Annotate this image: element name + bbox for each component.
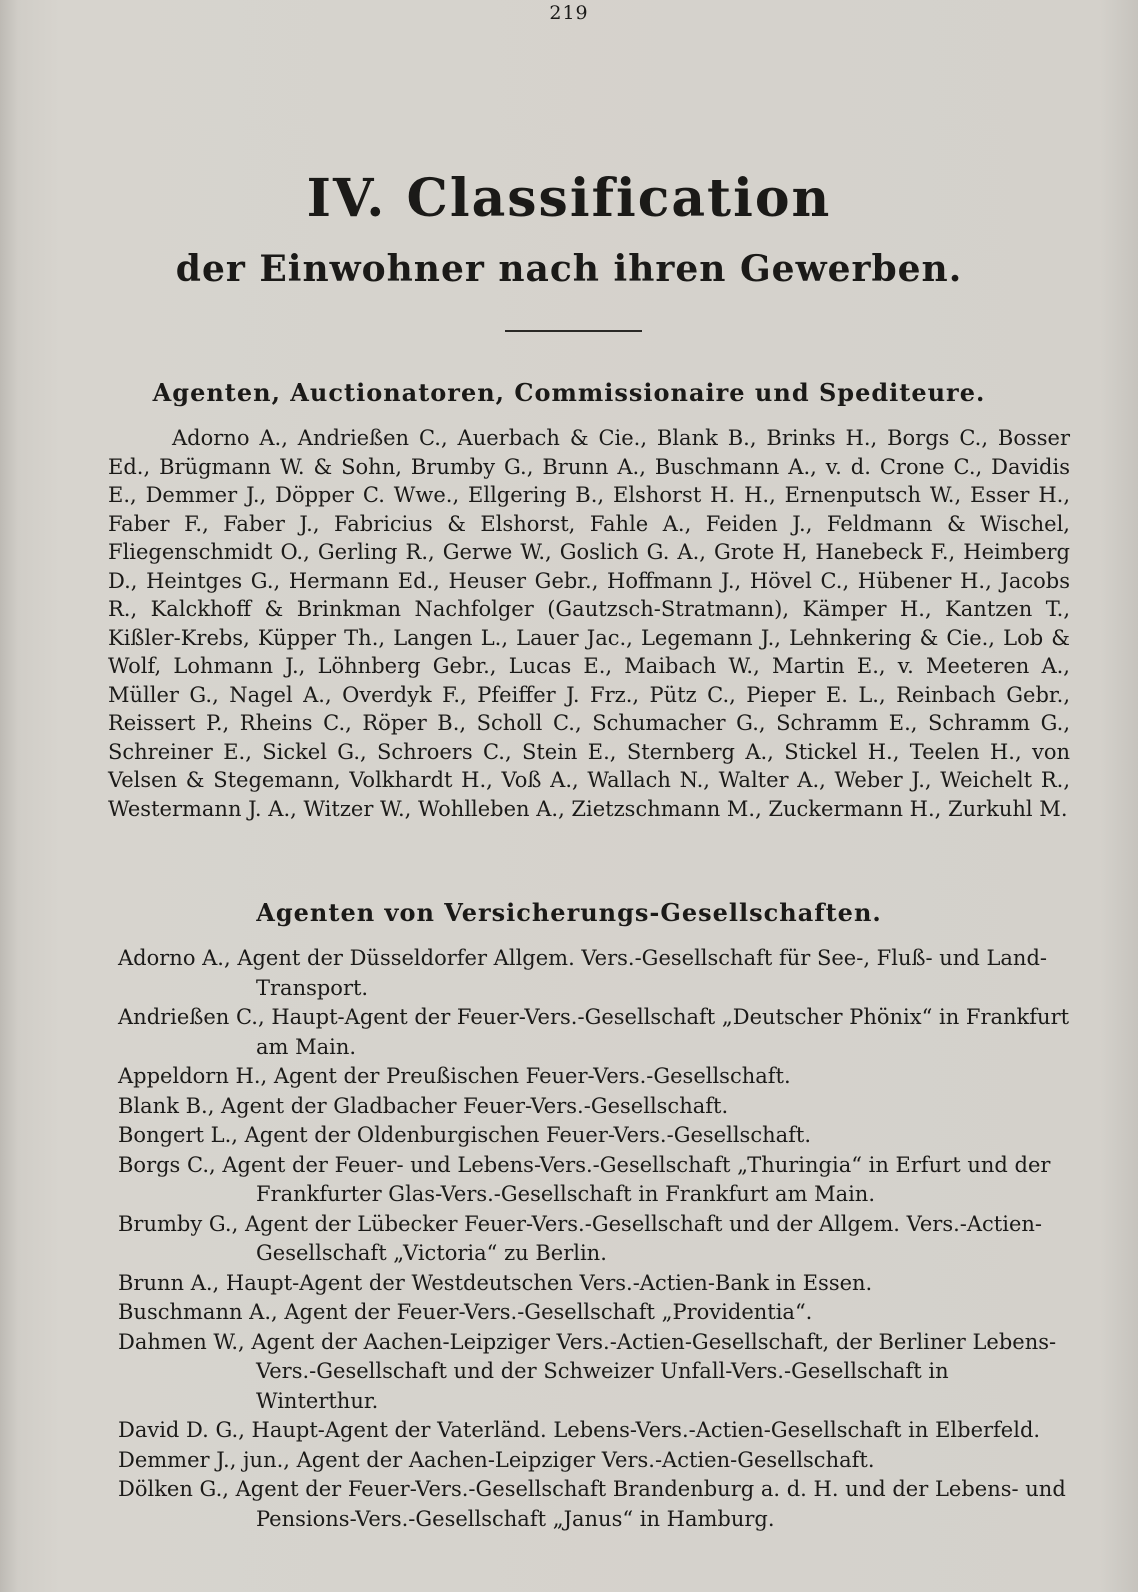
insurance-agents-list (118, 944, 1070, 1534)
list-item: Borgs C., Agent der Feuer- und Lebens-Vers.-Gesellschaft „Thuringia“ in Erfurt und der Frankfurter Glas-Vers.-Gesellschaft in Frankfurt am Main. (118, 1152, 1051, 1206)
list-item: Andrießen C., Haupt-Agent der Feuer-Vers.-Gesellschaft „Deutscher Phönix“ in Frankfurt am Main. (118, 1005, 1070, 1059)
list-item: Adorno A., Agent der Düsseldorfer Allgem. Vers.-Gesellschaft für See-, Fluß- und Land-Transport. (118, 946, 1047, 1000)
list-item: Buschmann A., Agent der Feuer-Vers.-Gesellschaft „Providentia“. (118, 1300, 813, 1324)
list-item: Blank B., Agent der Gladbacher Feuer-Vers.-Gesellschaft. (118, 1093, 729, 1118)
list-item: Brunn A., Haupt-Agent der Westdeutschen Vers.-Actien-Bank in Essen. (118, 1270, 873, 1295)
agents-list-paragraph: Adorno A., Andrießen C., Auerbach & Cie., Blank B., Brinks H., Borgs C., Bosser Ed., Brügmann W. & Sohn, Brumby G., Brunn A., Buschmann A., v. d. Crone C., Davidis E., Demmer J., Döpper C. Wwe., Ellgering B., Elshorst H. H., Ernenputsch W., Esser H., Faber F., Faber J., Fabricius & Elshorst, Fahle A., Feiden J., Feldmann & Wischel, Fliegenschmidt O., Gerling R., Gerwe W., Goslich G. A., Grote H, Hanebeck F., Heimberg D., Heintges G., Hermann Ed., Heuser Gebr., Hoffmann J., Hövel C., Hübener H., Jacobs R., Kalckhoff & Brinkman Nachfolger (Gautzsch-Stratmann), Kämper H., Kantzen T., Kißler-Krebs, Küpper Th., Langen L., Lauer Jac., Legemann J., Lehnkering & Cie., Lob & Wolf, Lohmann J., Löhnberg Gebr., Lucas E., Maibach W., Martin E., v. Meeteren A., Müller G., Nagel A., Overdyk F., Pfeiffer J. Frz., Pütz C., Pieper E. L., Reinbach Gebr., Reissert P., Rheins C., Röper B., Scholl C., Schumacher G., Schramm E., Schramm G., Schreiner E., Sickel G., Schroers C., Stein E., Sternberg A., Stickel H., Teelen H., von Velsen & Stegemann, Volkhardt H., Voß A., Wallach N., Walter A., Weber J., Weichelt R., Westermann J. A., Witzer W., Wohlleben A., Zietzschmann M., Zuckermann H., Zurkuhl M. (108, 426, 1070, 821)
chapter-subtitle: der Einwohner nach ihren Gewerben. (175, 248, 963, 290)
chapter-title: IV. Classification (306, 168, 832, 229)
list-item: Demmer J., jun., Agent der Aachen-Leipziger Vers.-Actien-Gesellschaft. (118, 1447, 875, 1472)
list-item: David D. G., Haupt-Agent der Vaterländ. Lebens-Vers.-Actien-Gesellschaft in Elberfeld. (118, 1418, 1041, 1442)
page-number: 219 (549, 2, 589, 24)
list-item: Dölken G., Agent der Feuer-Vers.-Gesellschaft Brandenburg a. d. H. und der Lebens- und Pensions-Vers.-Gesellschaft „Janus“ in Hamburg. (118, 1477, 1066, 1531)
list-item: Appeldorn H., Agent der Preußischen Feuer-Vers.-Gesellschaft. (118, 1064, 791, 1088)
list-item: Bongert L., Agent der Oldenburgischen Feuer-Vers.-Gesellschaft. (118, 1123, 812, 1147)
list-item: Dahmen W., Agent der Aachen-Leipziger Vers.-Actien-Gesellschaft, der Berliner Lebens-Vers.-Gesellschaft und der Schweizer Unfall-Vers.-Gesellschaft in Winterthur. (118, 1329, 1057, 1413)
section-heading-insurance-agents: Agenten von Versicherungs-Gesellschaften. (256, 898, 882, 927)
divider-rule (505, 330, 642, 332)
list-item: Brumby G., Agent der Lübecker Feuer-Vers.-Gesellschaft und der Allgem. Vers.-Actien-Gesellschaft „Victoria“ zu Berlin. (118, 1211, 1043, 1265)
section-heading-agents: Agenten, Auctionatoren, Commissionaire und Spediteure. (152, 378, 986, 407)
